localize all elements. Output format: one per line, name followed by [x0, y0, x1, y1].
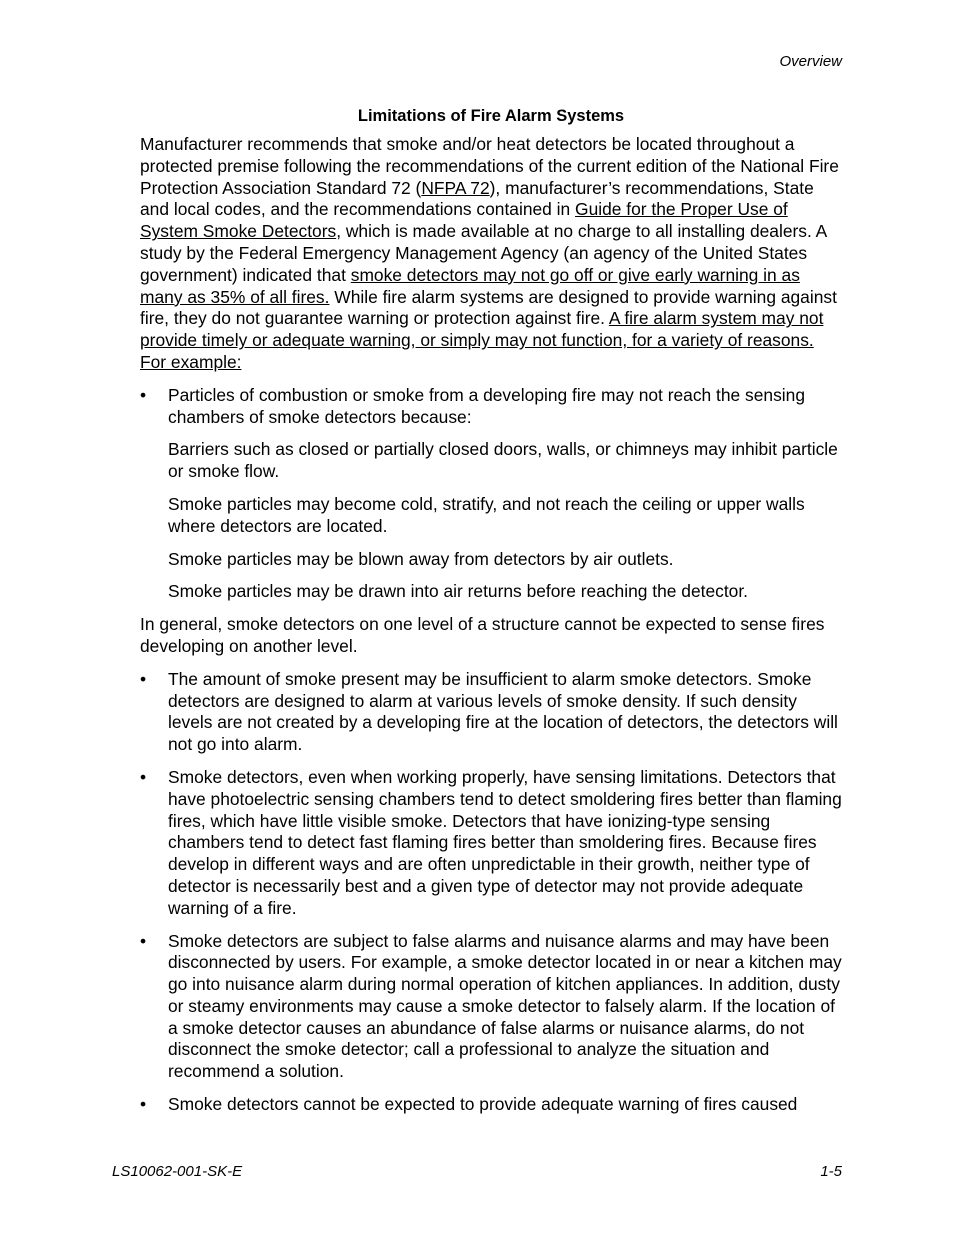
bullet-icon: •: [140, 668, 147, 689]
bullet-text: Particles of combustion or smoke from a developing fire may not reach the sensing chambers of smoke detectors because:: [168, 384, 805, 427]
sub-item: Smoke particles may be drawn into air returns before reaching the detector.: [168, 581, 748, 602]
document-body: [140, 134, 842, 1116]
section-title: Limitations of Fire Alarm Systems: [357, 107, 625, 125]
bullet-item: [140, 385, 842, 429]
intro-text-3: , which is made available at no charge to all installing dealers. A study by the Federal Emergency Management Agency (an agency of the United States government) indicated that: [140, 221, 827, 285]
bullet-item: [140, 669, 842, 756]
page-number: 1-5: [820, 1163, 842, 1180]
document-number: LS10062-001-SK-E: [112, 1163, 243, 1180]
limitation-statement: A fire alarm system may not provide timely or adequate warning, or simply may not function, for a variety of reasons.: [140, 308, 824, 351]
running-header: Overview: [779, 53, 842, 70]
bullet-text: The amount of smoke present may be insufficient to alarm smoke detectors. Smoke detectors are designed to alarm at various levels of smoke density. If such density levels are not created by a developing fire at the location of detectors, the detectors will not go into alarm.: [168, 668, 838, 755]
general-paragraph: In general, smoke detectors on one level of a structure cannot be expected to sense fires developing on another level.: [140, 614, 825, 656]
bullet-text: Smoke detectors are subject to false alarms and nuisance alarms and may have been disconnected by users. For example, a smoke detector located in or near a kitchen may go into nuisance alarm during normal operation of kitchen appliances. In addition, dusty or steamy environments may cause a smoke detector to falsely alarm. If the location of a smoke detector causes an abundance of false alarms or nuisance alarms, do not disconnect the smoke detector; call a professional to analyze the situation and recommend a solution.: [168, 930, 842, 1082]
sub-item: Smoke particles may become cold, stratify, and not reach the ceiling or upper walls where detectors are located.: [168, 493, 805, 536]
intro-paragraph: [140, 134, 842, 374]
bullet-text: Smoke detectors cannot be expected to provide adequate warning of fires caused: [168, 1094, 798, 1115]
bullet-icon: •: [140, 1094, 147, 1115]
bullet-icon: •: [140, 766, 147, 787]
bullet-icon: •: [140, 384, 147, 405]
nfpa-link[interactable]: NFPA 72: [421, 177, 490, 198]
fema-statement: smoke detectors may not go off or give early warning in as many as 35% of all fires.: [140, 264, 800, 307]
bullet-text: Smoke detectors, even when working properly, have sensing limitations. Detectors that have photoelectric sensing chambers tend to detect smoldering fires better than flaming fires, which have little visible smoke. Detectors that have ionizing-type sensing chambers tend to detect fast flaming fires better than smoldering fires. Because fires develop in different ways and are often unpredictable in their growth, neither type of detector is necessarily best and a given type of detector may not provide adequate warning of a fire.: [168, 766, 842, 918]
bullet-item: [140, 767, 842, 920]
bullet-item: [140, 931, 842, 1084]
sub-item: Smoke particles may be blown away from detectors by air outlets.: [168, 548, 674, 569]
sub-item: Barriers such as closed or partially closed doors, walls, or chimneys may inhibit particle or smoke flow.: [168, 439, 838, 482]
bullet-icon: •: [140, 930, 147, 951]
intro-text-2: ), manufacturer’s recommendations, State and local codes, and the recommendations contained in: [140, 177, 814, 220]
intro-text-4: While fire alarm systems are designed to provide warning against fire, they do not guarantee warning or protection against fire.: [140, 286, 837, 329]
for-example-label: For example:: [140, 351, 242, 372]
guide-link[interactable]: Guide for the Proper Use of System Smoke Detectors: [140, 199, 788, 242]
bullet-item: [140, 1094, 842, 1116]
intro-text-1: Manufacturer recommends that smoke and/or heat detectors be located throughout a protected premise following the recommendations of the current edition of the National Fire Protection Association Standard 72 (: [140, 134, 839, 198]
